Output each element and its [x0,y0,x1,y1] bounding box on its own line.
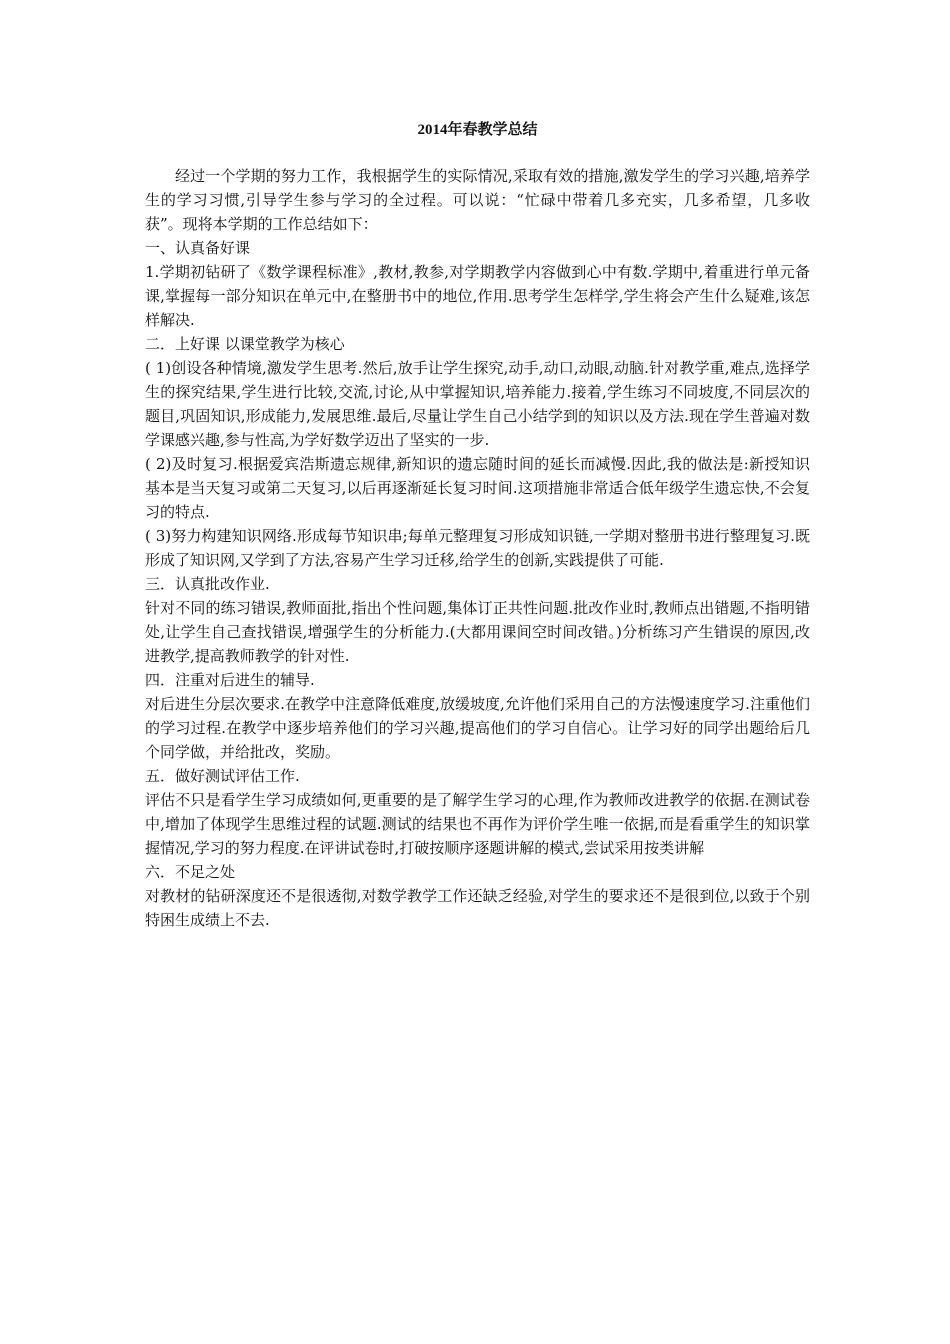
section-2-item-1: ( 1)创设各种情境,激发学生思考.然后,放手让学生探究,动手,动口,动眼,动脑.针对教学重,难点,选择学生的探究结果,学生进行比较,交流,讨论,从中掌握知识,培养能力.接着,学生练习不同坡度,不同层次的题目,巩固知识,形成能力,发展思维.最后,尽量让学生自己小结学到的知识以及方法.现在学生普遍对数学课感兴趣,参与性高,为学好数学迈出了坚实的一步. [145,359,810,449]
section-heading-5: 五．做好测试评估工作. [145,767,300,785]
document-title: 2014年春教学总结 [417,122,538,138]
section-2-item-3: ( 3)努力构建知识网络.形成每节知识串;每单元整理复习形成知识链,一学期对整册书进行整理复习.既形成了知识网,又学到了方法,容易产生学习迁移,给学生的创新,实践提供了可能. [145,527,810,569]
section-heading-6: 六．不足之处 [145,863,236,881]
section-heading-2: 二．上好课 以课堂教学为核心 [145,335,345,353]
section-2-item-2: ( 2)及时复习.根据爱宾浩斯遗忘规律,新知识的遗忘随时间的延长而减慢.因此,我的做法是:新授知识基本是当天复习或第二天复习,以后再逐渐延长复习时间.这项措施非常适合低年级学生遗忘快,不会复习的特点. [145,455,810,521]
intro-paragraph: 经过一个学期的努力工作，我根据学生的实际情况,采取有效的措施,激发学生的学习兴趣,培养学生的学习习惯,引导学生参与学习的全过程。可以说：“忙碌中带着几多充实，几多希望，几多收获”。现将本学期的工作总结如下： [145,167,810,233]
document-page [145,120,810,932]
section-heading-1: 一、认真备好课 [145,239,251,257]
section-1-body: 1.学期初钻研了《数学课程标准》,教材,教参,对学期教学内容做到心中有数.学期中,着重进行单元备课,掌握每一部分知识在单元中,在整册书中的地位,作用.思考学生怎样学,学生将会产生什么疑难,该怎样解决. [145,263,810,329]
section-3-body: 针对不同的练习错误,教师面批,指出个性问题,集体订正共性问题.批改作业时,教师点出错题,不指明错处,让学生自己查找错误,增强学生的分析能力.(大都用课间空时间改错。)分析练习产生错误的原因,改进教学,提高教师教学的针对性. [145,599,810,665]
section-4-body: 对后进生分层次要求.在教学中注意降低难度,放缓坡度,允许他们采用自己的方法慢速度学习.注重他们的学习过程.在教学中逐步培养他们的学习兴趣,提高他们的学习自信心。让学习好的同学出题给后几个同学做，并给批改，奖励。 [145,695,810,761]
section-heading-3: 三．认真批改作业. [145,575,270,593]
section-6-body: 对教材的钻研深度还不是很透彻,对数学教学工作还缺乏经验,对学生的要求还不是很到位,以致于个别特困生成绩上不去. [145,887,810,929]
section-heading-4: 四．注重对后进生的辅导. [145,671,315,689]
section-5-body: 评估不只是看学生学习成绩如何,更重要的是了解学生学习的心理,作为教师改进教学的依据.在测试卷中,增加了体现学生思维过程的试题.测试的结果也不再作为评价学生唯一依据,而是看重学生的知识掌握情况,学习的努力程度.在评讲试卷时,打破按顺序逐题讲解的模式,尝试采用按类讲解 [145,791,810,857]
